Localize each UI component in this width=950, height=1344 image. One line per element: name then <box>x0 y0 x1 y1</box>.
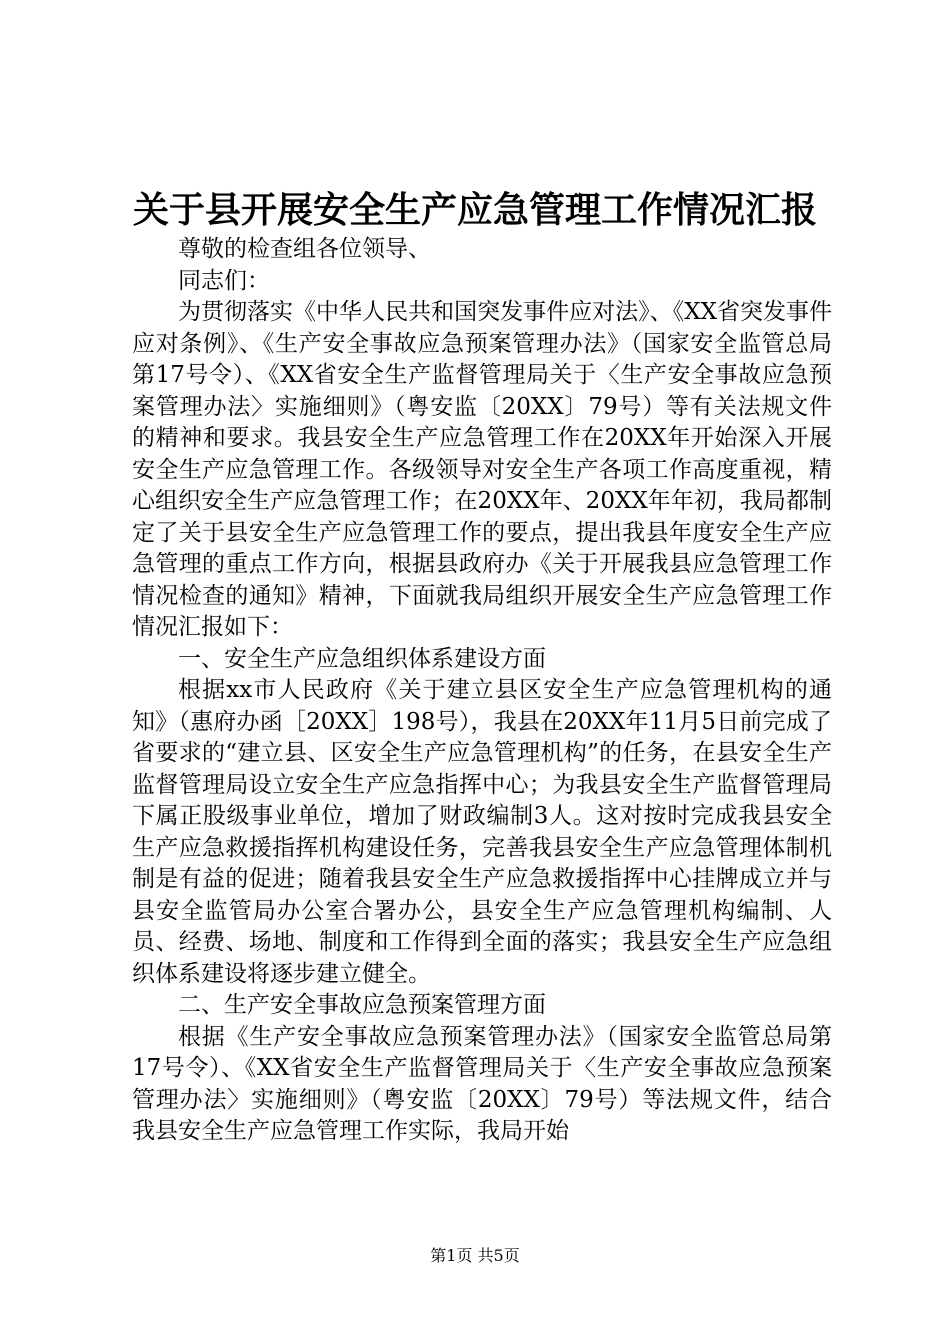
section-1-paragraph: 根据xx市人民政府《关于建立县区安全生产应急管理机构的通知》（惠府办函［20XX］198号），我县在20XX年11月5日前完成了省要求的“建立县、区安全生产应急管理机构”的任务，在县安全生产监督管理局设立安全生产应急指挥中心；为我县安全生产监督管理局下属正股级事业单位，增加了财政编制3人。这对按时完成我县安全生产应急救援指挥机构建设任务，完善我县安全生产应急管理体制机制是有益的促进；随着我县安全生产应急救援指挥中心挂牌成立并与县安全监管局办公室合署办公，县安全生产应急管理机构编制、人员、经费、场地、制度和工作得到全面的落实；我县安全生产应急组织体系建设将逐步建立健全。 <box>132 677 832 987</box>
section-heading-2: 二、生产安全事故应急预案管理方面 <box>178 992 546 1018</box>
salutation-line-1: 尊敬的检查组各位领导、 <box>178 236 431 262</box>
document-title: 关于县开展安全生产应急管理工作情况汇报 <box>132 189 817 231</box>
section-2-paragraph: 根据《生产安全事故应急预案管理办法》（国家安全监管总局第17号令）、《XX省安全生产监督管理局关于〈生产安全事故应急预案管理办法〉实施细则》（粤安监〔20XX〕79号）等法规文件，结合我县安全生产应急管理工作实际，我局开始 <box>132 1023 832 1144</box>
section-heading-1: 一、安全生产应急组织体系建设方面 <box>178 645 546 672</box>
intro-paragraph: 为贯彻落实《中华人民共和国突发事件应对法》、《XX省突发事件应对条例》、《生产安全事故应急预案管理办法》（国家安全监管总局第17号令）、《XX省安全生产监督管理局关于〈生产安全事故应急预案管理办法〉实施细则》（粤安监〔20XX〕79号）等有关法规文件的精神和要求。我县安全生产应急管理工作在20XX年开始深入开展安全生产应急管理工作。各级领导对安全生产各项工作高度重视，精心组织安全生产应急管理工作；在20XX年、20XX年年初，我局都制定了关于县安全生产应急管理工作的要点，提出我县年度安全生产应急管理的重点工作方向，根据县政府办《关于开展我县应急管理工作情况检查的通知》精神，下面就我局组织开展安全生产应急管理工作情况汇报如下： <box>132 299 832 640</box>
page-number-footer: 第1页 共5页 <box>430 1246 520 1265</box>
document-body <box>132 234 832 1148</box>
salutation-line-2: 同志们： <box>178 267 270 294</box>
